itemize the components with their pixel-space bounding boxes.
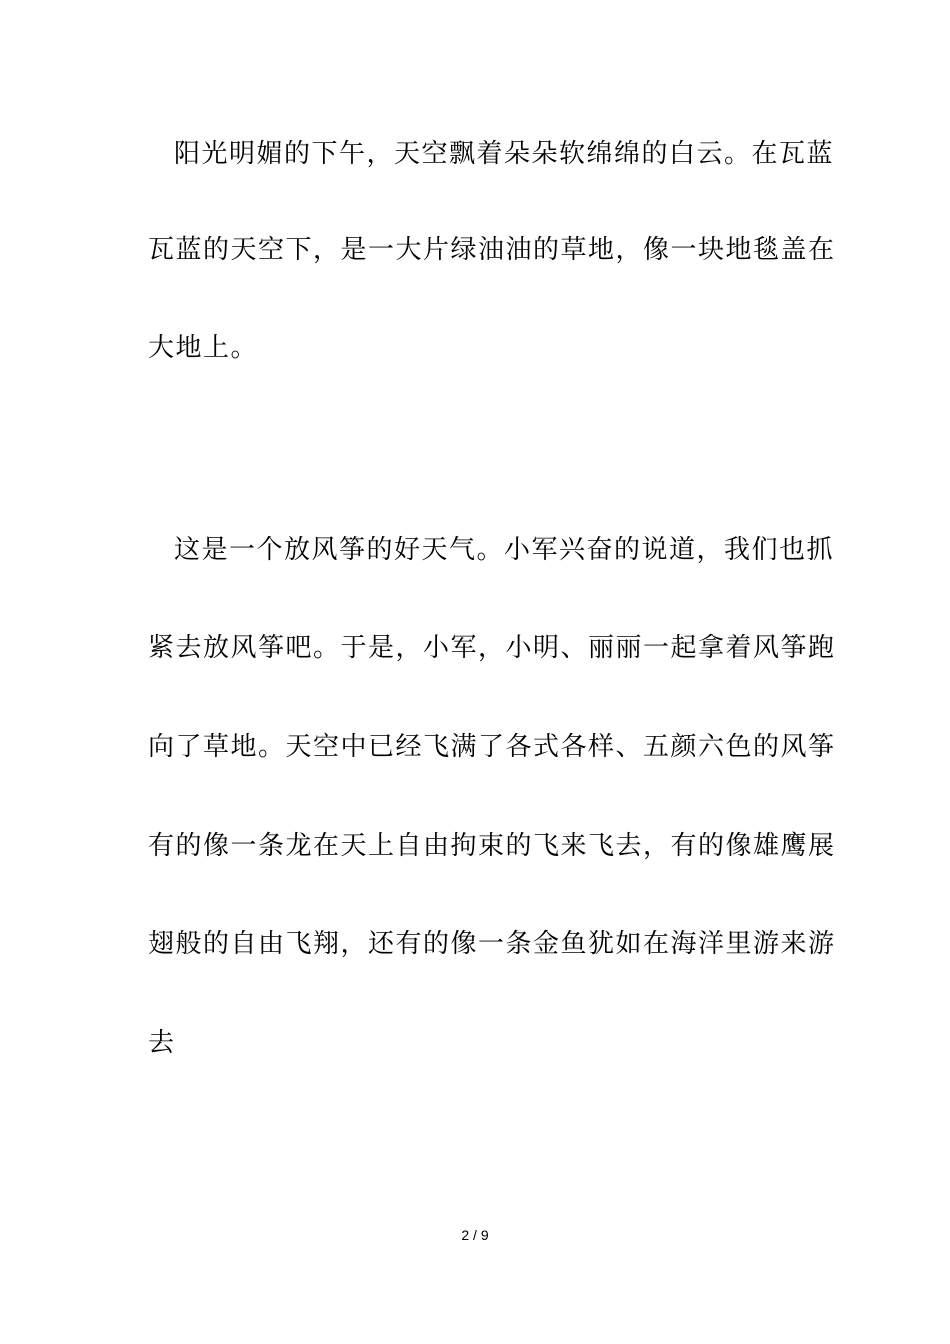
paragraph-2-line-4: 有的像一条龙在天上自由拘束的飞来飞去，有的像雄鹰展 bbox=[148, 831, 836, 861]
paragraph-2-line-5: 翅般的自由飞翔，还有的像一条金鱼犹如在海洋里游来游 bbox=[148, 929, 836, 959]
paragraph-2-line-3: 向了草地。天空中已经飞满了各式各样、五颜六色的风筝 bbox=[148, 732, 836, 762]
paragraph-1-line-1: 阳光明媚的下午，天空飘着朵朵软绵绵的白云。在瓦蓝 bbox=[174, 139, 835, 169]
paragraph-2-line-2: 紧去放风筝吧。于是，小军，小明、丽丽一起拿着风筝跑 bbox=[148, 633, 836, 663]
paragraph-1-line-2: 瓦蓝的天空下，是一大片绿油油的草地，像一块地毯盖在 bbox=[148, 235, 836, 265]
paragraph-1-line-3: 大地上。 bbox=[148, 333, 259, 363]
paragraph-2-line-6: 去 bbox=[148, 1028, 176, 1058]
paragraph-2-line-1: 这是一个放风筝的好天气。小军兴奋的说道，我们也抓 bbox=[174, 535, 835, 565]
page-number: 2 / 9 bbox=[461, 1227, 489, 1243]
